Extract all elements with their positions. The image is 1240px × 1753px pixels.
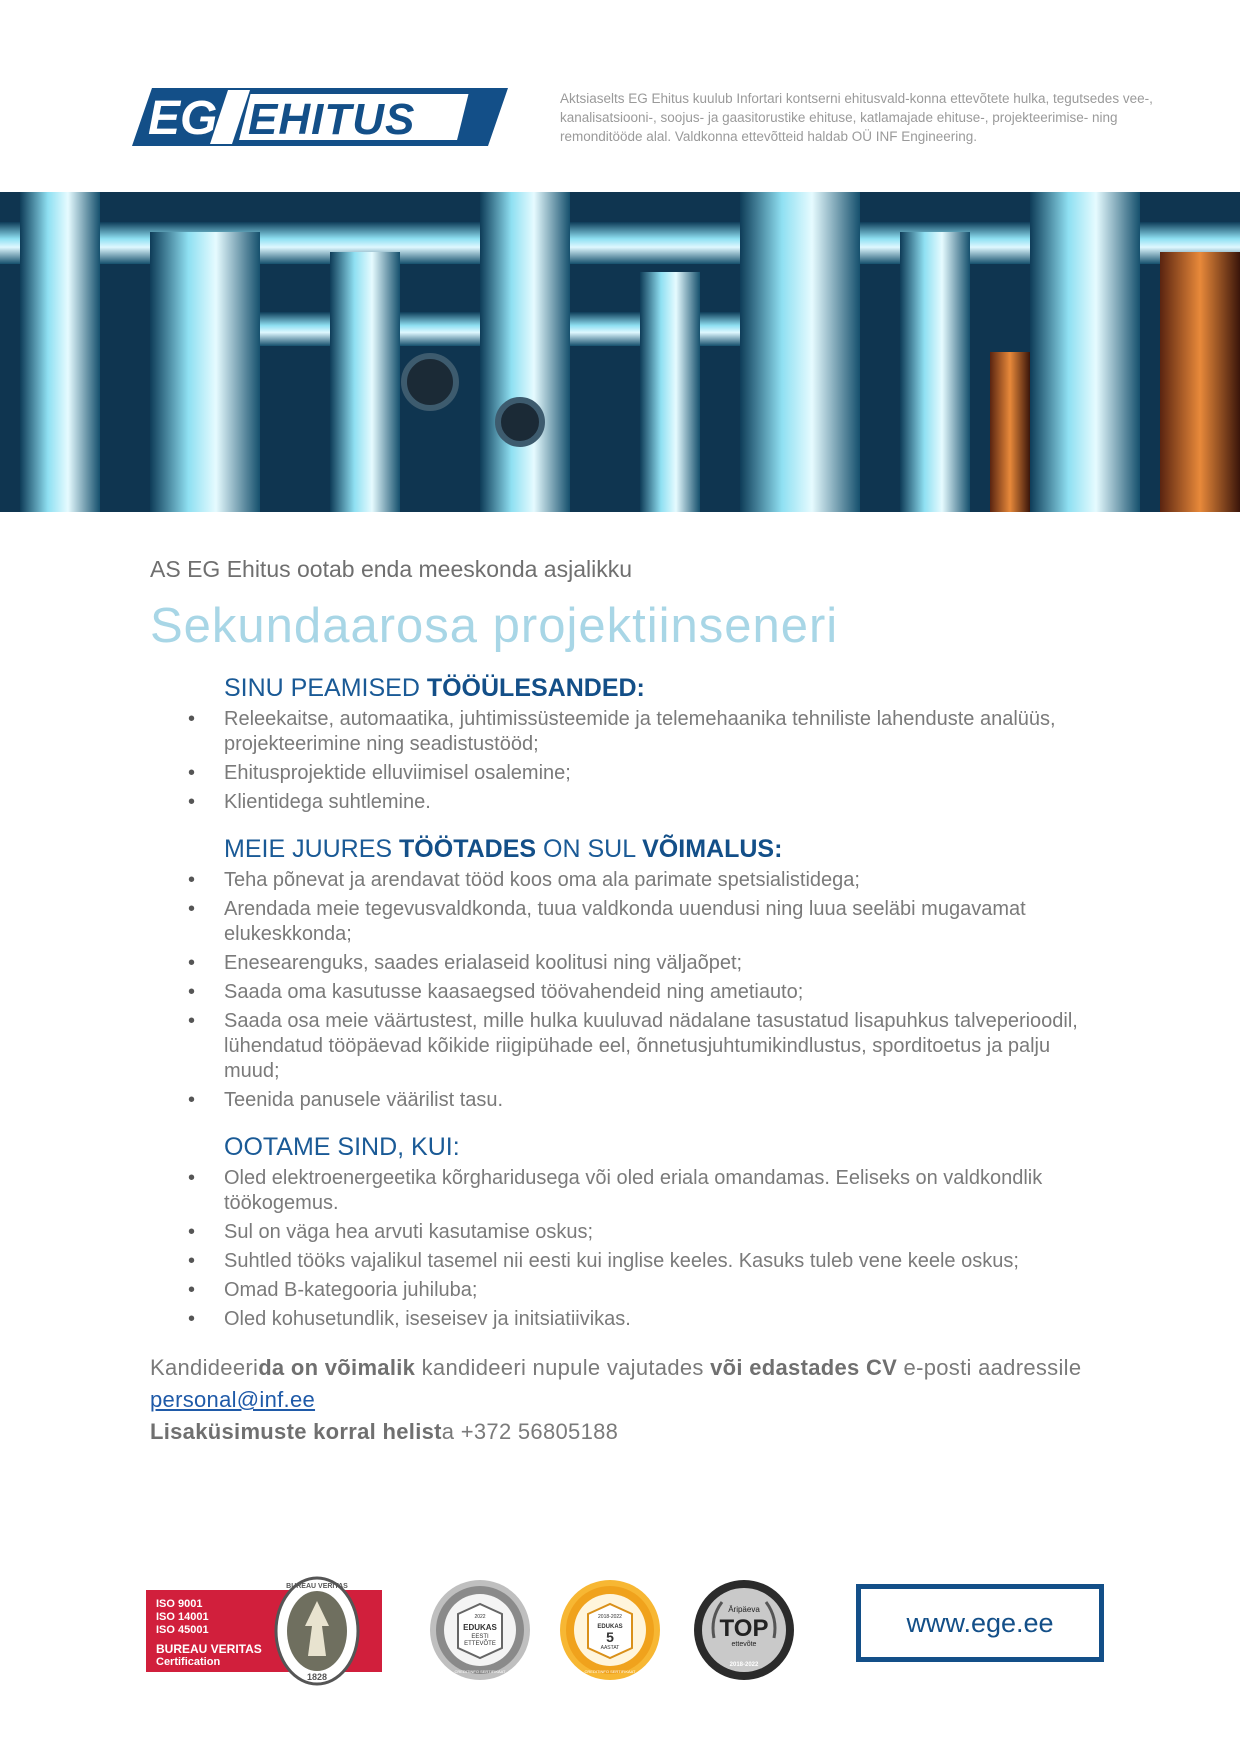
badge-line: ETTEVÕTE	[464, 1641, 496, 1647]
industrial-pipes-photo	[0, 192, 1240, 512]
list-item: • Suhtled tööks vajalikul tasemel nii eesti kui inglise keeles. Kasuks tuleb vene keele oskus;	[224, 1249, 1110, 1274]
badge-line: EDUKAS	[597, 1624, 623, 1630]
list-item: • Releekaitse, automaatika, juhtimissüsteemide ja telemehaanika tehniliste lahenduste analüüs, projekteerimine ning seadistustööd;	[224, 707, 1110, 757]
badge-ring-text: CREDITINFO SERTIFIKAAT	[454, 1669, 506, 1674]
bv-line: ISO 9001	[156, 1598, 203, 1610]
bureau-veritas-seal-icon	[274, 1576, 360, 1686]
heading-plain: ON SUL	[536, 835, 643, 863]
section-heading-tasks	[224, 674, 1110, 703]
list-item: • Arendada meie tegevusvaldkonda, tuua valdkonda uuendusi ning luua seeläbi mugavamat elukeskkonda;	[224, 897, 1110, 947]
heading-plain: OOTAME SIND, KUI:	[224, 1133, 460, 1161]
company-intro: Aktsiaselts EG Ehitus kuulub Infortari kontserni ehitusvald-konna ettevõtete hulka, tegutsedes vee-, kanalisatsiooni-, soojus- ja gaasitorustike ehituse, katlamajade ehituse-, projekteerimise- ning remonditööde alal. Valdkonna ettevõtteid haldab OÜ INF Engineering.	[560, 91, 1153, 144]
badge-ring-text: CREDITINFO SERTIFIKAAT	[584, 1669, 636, 1674]
bv-cert-text	[156, 1598, 262, 1669]
section-heading-opportunities	[224, 835, 1110, 864]
list-item: • Saada osa meie väärtustest, mille hulka kuuluvad nädalane tasustatud lisapuhkus talveperioodil, lühendatud tööpäevad kõikide riigipühade eel, õnnetusjuhtumikindlustus, sporditoetus ja palju muud;	[224, 1009, 1110, 1084]
apply-text: kandideeri nupule vajutades	[415, 1355, 711, 1380]
apply-text: Kandideeri	[150, 1355, 259, 1380]
contact-text-bold: Lisaküsimuste korral helist	[150, 1419, 442, 1444]
badge-line: EESTI	[471, 1634, 489, 1640]
application-info	[150, 1352, 1110, 1448]
email-link[interactable]: personal@inf.ee	[150, 1387, 316, 1412]
badge-top-text: TOP	[719, 1615, 769, 1642]
heading-bold: VÕIMALUS:	[642, 835, 783, 863]
list-item: • Ehitusprojektide elluviimisel osalemine;	[224, 761, 1110, 786]
aripaeva-top-ettevote-badge-icon	[692, 1578, 796, 1682]
heading-plain: SINU PEAMISED	[224, 674, 427, 702]
list-item: • Teenida panusele väärilist tasu.	[224, 1088, 1110, 1113]
badge-year: 2018-2022	[729, 1662, 759, 1668]
bv-line: Certification	[156, 1656, 221, 1668]
list-item: • Oled kohusetundlik, iseseisev ja initsiatiivikas.	[224, 1307, 1110, 1332]
section-heading-requirements	[224, 1133, 1110, 1162]
bv-line: ISO 45001	[156, 1624, 209, 1636]
list-item: • Saada oma kasutusse kaasaegsed töövahendeid ning ametiauto;	[224, 980, 1110, 1005]
list-item: • Klientidega suhtlemine.	[224, 790, 1110, 815]
apply-text: e-posti aadressile	[897, 1355, 1082, 1380]
main-content	[150, 556, 1110, 1448]
edukas-5-aastat-badge-icon	[558, 1578, 662, 1682]
heading-bold: TÖÖÜLESANDED:	[426, 674, 645, 702]
badge-line: Äripäeva	[728, 1605, 760, 1614]
apply-text-bold: da on võimalik	[258, 1355, 416, 1380]
requirements-list	[150, 1166, 1110, 1332]
badge-line: ettevõte	[731, 1641, 757, 1648]
pipes-illustration	[0, 192, 1240, 512]
bv-line: ISO 14001	[156, 1611, 209, 1623]
badge-line: EDUKAS	[463, 1623, 497, 1632]
svg-text:EG: EG	[148, 92, 218, 145]
lead-text: AS EG Ehitus ootab enda meeskonda asjalikku	[150, 556, 633, 582]
list-item: • Oled elektroenergeetika kõrgharidusega või oled eriala omandamas. Eeliseks on valdkondlik töökogemus.	[224, 1166, 1110, 1216]
badge-year: 2022	[474, 1614, 486, 1620]
edukas-eesti-ettevote-badge-icon	[428, 1578, 532, 1682]
svg-text:EHITUS: EHITUS	[248, 95, 416, 144]
tasks-list	[150, 707, 1110, 815]
certifications-footer	[0, 1560, 1240, 1690]
eg-ehitus-logo	[132, 88, 508, 146]
heading-bold: TÖÖTADES	[399, 835, 537, 863]
contact-phone: a +372 56805188	[441, 1419, 619, 1444]
job-title: Sekundaarosa projektiinseneri	[150, 599, 839, 653]
list-item: • Omad B-kategooria juhiluba;	[224, 1278, 1110, 1303]
badge-year: 2018-2022	[598, 1614, 622, 1620]
list-item: • Sul on väga hea arvuti kasutamise oskus;	[224, 1220, 1110, 1245]
list-item: • Enesearenguks, saades erialaseid koolitusi ning väljaõpet;	[224, 951, 1110, 976]
page-header	[0, 0, 1240, 192]
badge-line: AASTAT	[600, 1645, 620, 1651]
bv-seal-year: 1828	[306, 1672, 328, 1682]
bv-line: BUREAU VERITAS	[156, 1642, 262, 1656]
apply-text-bold: või edastades CV	[710, 1355, 898, 1380]
bv-seal-name: BUREAU VERITAS	[286, 1583, 348, 1590]
badge-line: 5	[606, 1629, 614, 1645]
opportunities-list	[150, 868, 1110, 1113]
website-link[interactable]: www.ege.ee	[856, 1584, 1104, 1662]
heading-plain: MEIE JUURES	[224, 835, 400, 863]
list-item: • Teha põnevat ja arendavat tööd koos oma ala parimate spetsialistidega;	[224, 868, 1110, 893]
